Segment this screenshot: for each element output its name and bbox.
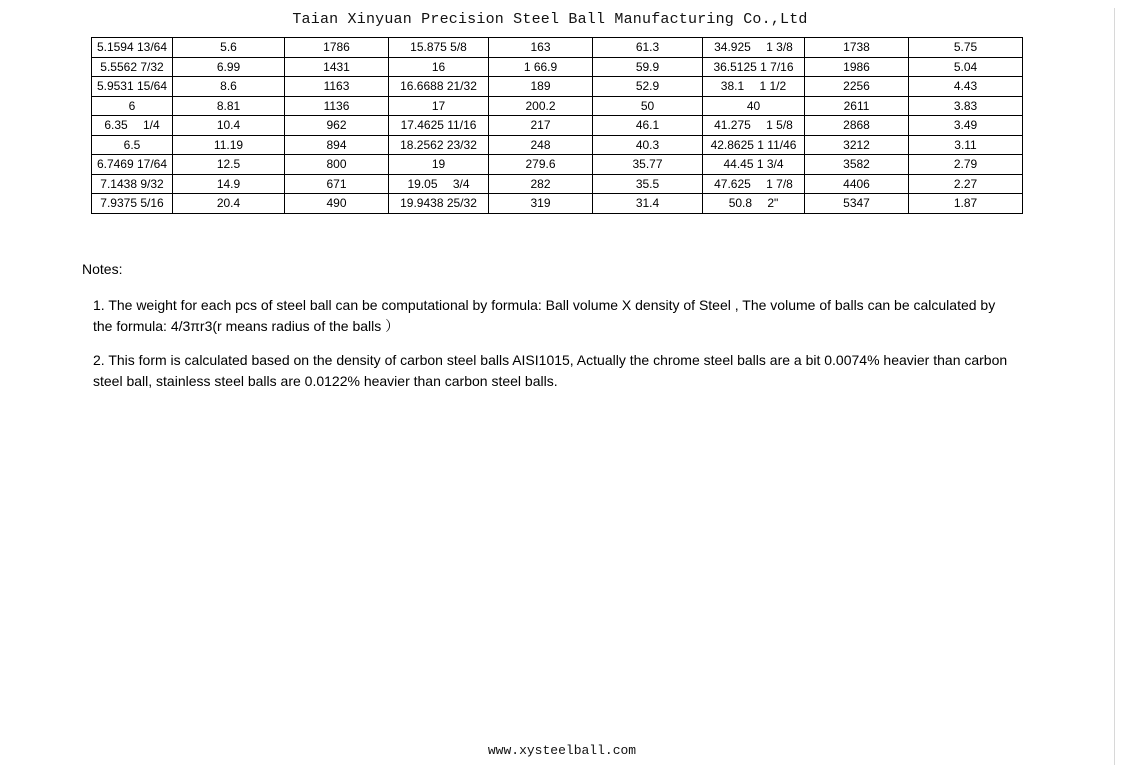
table-cell: 2.27	[909, 174, 1023, 194]
footer-url: www.xysteelball.com	[487, 743, 637, 758]
table-cell: 4406	[805, 174, 909, 194]
table-cell: 16	[389, 57, 489, 77]
table-cell: 248	[489, 135, 593, 155]
table-cell: 4.43	[909, 77, 1023, 97]
table-cell: 2868	[805, 116, 909, 136]
table-cell: 18.2562 23/32	[389, 135, 489, 155]
table-cell: 19.05 3/4	[389, 174, 489, 194]
table-cell: 7.1438 9/32	[92, 174, 173, 194]
table-cell: 44.45 1 3/4	[703, 155, 805, 175]
note-2: 2. This form is calculated based on the density of carbon steel balls AISI1015, Actually the chrome steel balls are a bit 0.0074% heavier than carbon steel ball, stainless steel balls are 0.0122% heavier than carbon steel balls.	[93, 352, 1008, 389]
table-row	[92, 155, 1023, 175]
table-cell: 38.1 1 1/2	[703, 77, 805, 97]
table-cell: 5.1594 13/64	[92, 38, 173, 58]
table-cell: 3.83	[909, 96, 1023, 116]
table-row	[92, 77, 1023, 97]
table-body	[92, 38, 1023, 214]
table-cell: 5.5562 7/32	[92, 57, 173, 77]
table-cell: 5347	[805, 194, 909, 214]
table-cell: 800	[285, 155, 389, 175]
table-cell: 19.9438 25/32	[389, 194, 489, 214]
table-cell: 6	[92, 96, 173, 116]
table-cell: 50	[593, 96, 703, 116]
table-cell: 6.99	[173, 57, 285, 77]
table-cell: 962	[285, 116, 389, 136]
table-cell: 5.75	[909, 38, 1023, 58]
table-cell: 31.4	[593, 194, 703, 214]
table-cell: 282	[489, 174, 593, 194]
table-cell: 59.9	[593, 57, 703, 77]
table-cell: 50.8 2"	[703, 194, 805, 214]
table-cell: 17.4625 11/16	[389, 116, 489, 136]
note-1: 1. The weight for each pcs of steel ball can be computational by formula: Ball volume X density of Steel , The volume of balls can be calculated by the formula: 4/3πr3(r means radius of the balls ）	[93, 297, 996, 334]
table-cell: 61.3	[593, 38, 703, 58]
table-cell: 3582	[805, 155, 909, 175]
table-cell: 279.6	[489, 155, 593, 175]
table-cell: 1431	[285, 57, 389, 77]
table-cell: 1 66.9	[489, 57, 593, 77]
table-cell: 36.5125 1 7/16	[703, 57, 805, 77]
table-cell: 1738	[805, 38, 909, 58]
table-cell: 1.87	[909, 194, 1023, 214]
table-cell: 6.5	[92, 135, 173, 155]
page-title: Taian Xinyuan Precision Steel Ball Manufacturing Co.,Ltd	[292, 11, 808, 28]
table-row	[92, 135, 1023, 155]
table-row	[92, 194, 1023, 214]
table-cell: 40	[703, 96, 805, 116]
table-cell: 52.9	[593, 77, 703, 97]
table-cell: 490	[285, 194, 389, 214]
table-cell: 217	[489, 116, 593, 136]
table-row	[92, 38, 1023, 58]
table-cell: 189	[489, 77, 593, 97]
table-cell: 671	[285, 174, 389, 194]
table-cell: 12.5	[173, 155, 285, 175]
table-cell: 16.6688 21/32	[389, 77, 489, 97]
table-cell: 3212	[805, 135, 909, 155]
table-cell: 35.5	[593, 174, 703, 194]
page-edge-divider	[1114, 8, 1115, 765]
table-row	[92, 96, 1023, 116]
table-cell: 1136	[285, 96, 389, 116]
table-cell: 40.3	[593, 135, 703, 155]
notes-heading: Notes:	[82, 261, 123, 277]
table-cell: 19	[389, 155, 489, 175]
table-cell: 5.9531 15/64	[92, 77, 173, 97]
table-cell: 6.35 1/4	[92, 116, 173, 136]
table-cell: 10.4	[173, 116, 285, 136]
table-cell: 3.49	[909, 116, 1023, 136]
table-cell: 41.275 1 5/8	[703, 116, 805, 136]
table-cell: 14.9	[173, 174, 285, 194]
table-cell: 47.625 1 7/8	[703, 174, 805, 194]
table-cell: 42.8625 1 11/46	[703, 135, 805, 155]
table-cell: 15.875 5/8	[389, 38, 489, 58]
table-cell: 1986	[805, 57, 909, 77]
table-cell: 11.19	[173, 135, 285, 155]
table-cell: 1163	[285, 77, 389, 97]
table-row	[92, 116, 1023, 136]
table-cell: 1786	[285, 38, 389, 58]
table-cell: 2611	[805, 96, 909, 116]
table-cell: 5.6	[173, 38, 285, 58]
table-row	[92, 57, 1023, 77]
table-cell: 8.81	[173, 96, 285, 116]
table-cell: 319	[489, 194, 593, 214]
steel-ball-weight-table	[91, 37, 1023, 214]
table-cell: 34.925 1 3/8	[703, 38, 805, 58]
table-cell: 20.4	[173, 194, 285, 214]
table-cell: 17	[389, 96, 489, 116]
table-cell: 6.7469 17/64	[92, 155, 173, 175]
table-cell: 46.1	[593, 116, 703, 136]
table-cell: 2.79	[909, 155, 1023, 175]
table-cell: 35.77	[593, 155, 703, 175]
table-cell: 3.11	[909, 135, 1023, 155]
table-cell: 2256	[805, 77, 909, 97]
table-cell: 163	[489, 38, 593, 58]
table-cell: 7.9375 5/16	[92, 194, 173, 214]
table-row	[92, 174, 1023, 194]
table-cell: 894	[285, 135, 389, 155]
table-cell: 5.04	[909, 57, 1023, 77]
table-cell: 200.2	[489, 96, 593, 116]
table-cell: 8.6	[173, 77, 285, 97]
